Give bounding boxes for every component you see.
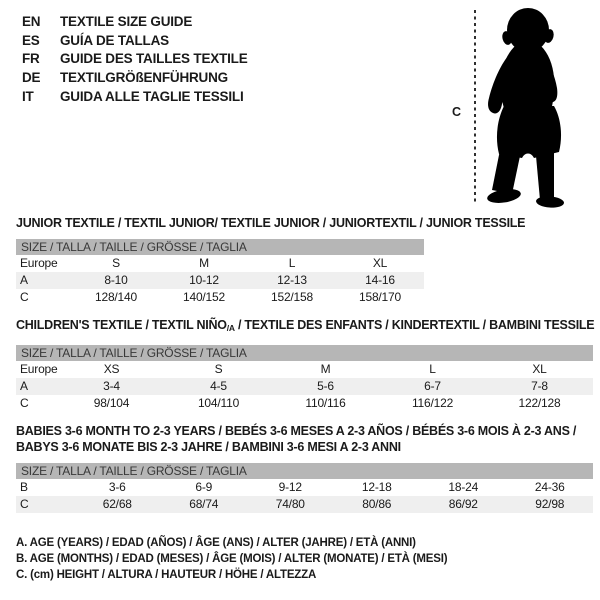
title-line-2: BABYS 3-6 MONATE BIS 2-3 JAHRE / BAMBINI 3-6 MESI A 2-3 ANNI (16, 439, 401, 454)
lang-row-it (22, 88, 248, 107)
row-label: B (20, 480, 28, 494)
lang-code: FR (22, 51, 40, 67)
cell: 4-5 (210, 379, 227, 393)
row-label: Europe (20, 362, 58, 376)
size-header-bar: SIZE / TALLA / TAILLE / GRÖSSE / TAGLIA (16, 239, 424, 255)
cell: L (429, 362, 436, 376)
cell: 5-6 (317, 379, 334, 393)
cell: 7-8 (531, 379, 548, 393)
size-header-bar: SIZE / TALLA / TAILLE / GRÖSSE / TAGLIA (16, 345, 593, 361)
cell: 116/122 (411, 396, 454, 410)
lang-code: IT (22, 88, 34, 104)
cell: 68/74 (189, 497, 219, 511)
cell: 6-7 (424, 379, 441, 393)
row-label: A (20, 379, 28, 393)
junior-table-title: JUNIOR TEXTILE / TEXTIL JUNIOR/ TEXTILE JUNIOR / JUNIORTEXTIL / JUNIOR TESSILE (16, 216, 526, 230)
footnotes (16, 535, 447, 584)
junior-size-table (16, 239, 424, 306)
title-part: / TEXTILE DES ENFANTS / KINDERTEXTIL / BAMBINI TESSILE (234, 318, 595, 332)
babies-size-table (16, 463, 593, 513)
size-header-bar: SIZE / TALLA / TAILLE / GRÖSSE / TAGLIA (16, 463, 593, 479)
cell: 152/158 (271, 290, 313, 304)
cell: 6-9 (195, 480, 213, 494)
title-line-1: BABIES 3-6 MONTH TO 2-3 YEARS / BEBÉS 3-6 MESES A 2-3 AÑOS / BÉBÉS 3-6 MOIS À 2-3 ANS / (16, 424, 577, 438)
height-measure-line (474, 10, 476, 204)
cell: 3-4 (103, 379, 120, 393)
cell: 62/68 (102, 497, 132, 511)
cell: M (199, 256, 209, 270)
babies-table-title (16, 424, 576, 455)
cell: XL (532, 362, 547, 376)
cell: XS (103, 362, 120, 376)
baby-silhouette-icon (484, 6, 576, 208)
lang-row-fr (22, 50, 248, 69)
cell: 140/152 (183, 290, 225, 304)
cell: 9-12 (278, 480, 302, 494)
cell: 80/86 (362, 497, 392, 511)
language-header (22, 13, 248, 107)
cell: S (214, 362, 223, 376)
row-label: Europe (20, 256, 58, 270)
cell: 158/170 (359, 290, 401, 304)
table-row-europe (16, 255, 424, 272)
row-label: C (20, 497, 29, 511)
cell: 10-12 (189, 273, 219, 287)
cell: 3-6 (108, 480, 126, 494)
lang-code: ES (22, 32, 40, 48)
lang-label: GUIDE DES TAILLES TEXTILE (60, 51, 248, 67)
title-part: CHILDREN'S TEXTILE / TEXTIL NIÑO (16, 318, 227, 332)
cell: 24-36 (534, 480, 565, 494)
lang-row-en (22, 13, 248, 32)
lang-row-es (22, 32, 248, 51)
lang-code: DE (22, 70, 41, 86)
cell: XL (372, 256, 388, 270)
lang-row-de (22, 69, 248, 88)
cell: 74/80 (275, 497, 305, 511)
children-size-table (16, 345, 593, 412)
row-label: C (20, 290, 29, 304)
cell: 8-10 (104, 273, 128, 287)
cell: M (320, 362, 331, 376)
height-measure-label: C (452, 105, 462, 119)
cell: 12-13 (277, 273, 307, 287)
table-row-height (16, 395, 593, 412)
cell: 110/116 (305, 396, 346, 410)
lang-label: GUIDA ALLE TAGLIE TESSILI (60, 88, 244, 104)
table-row-height (16, 496, 593, 513)
row-label: C (20, 396, 29, 410)
cell: S (112, 256, 120, 270)
cell: 122/128 (518, 396, 561, 410)
lang-label: GUÍA DE TALLAS (60, 32, 169, 48)
table-row-age (16, 272, 424, 289)
cell: 12-18 (361, 480, 392, 494)
cell: 14-16 (365, 273, 395, 287)
table-row-europe (16, 361, 593, 378)
footnote-a: A. AGE (YEARS) / EDAD (AÑOS) / ÂGE (ANS) / ALTER (JAHRE) / ETÀ (ANNI) (16, 537, 416, 549)
cell: 18-24 (448, 480, 479, 494)
cell: 98/104 (93, 396, 130, 410)
cell: 128/140 (95, 290, 137, 304)
table-row-height (16, 289, 424, 306)
lang-code: EN (22, 14, 41, 29)
cell: 104/110 (197, 396, 240, 410)
row-label: A (20, 273, 28, 287)
cell: L (288, 256, 296, 270)
children-table-title (16, 318, 594, 337)
table-row-months (16, 479, 593, 496)
lang-label: TEXTILE SIZE GUIDE (60, 14, 193, 29)
lang-label: TEXTILGRÖßENFÜHRUNG (60, 70, 228, 86)
title-subscript: /A (226, 323, 235, 333)
footnote-b: B. AGE (MONTHS) / EDAD (MESES) / ÂGE (MOIS) / ALTER (MONATE) / ETÀ (MESI) (16, 553, 448, 566)
cell: 86/92 (448, 497, 478, 511)
footnote-c: C. (cm) HEIGHT / ALTURA / HAUTEUR / HÖHE / ALTEZZA (16, 569, 317, 582)
table-row-age (16, 378, 593, 395)
cell: 92/98 (535, 497, 565, 511)
